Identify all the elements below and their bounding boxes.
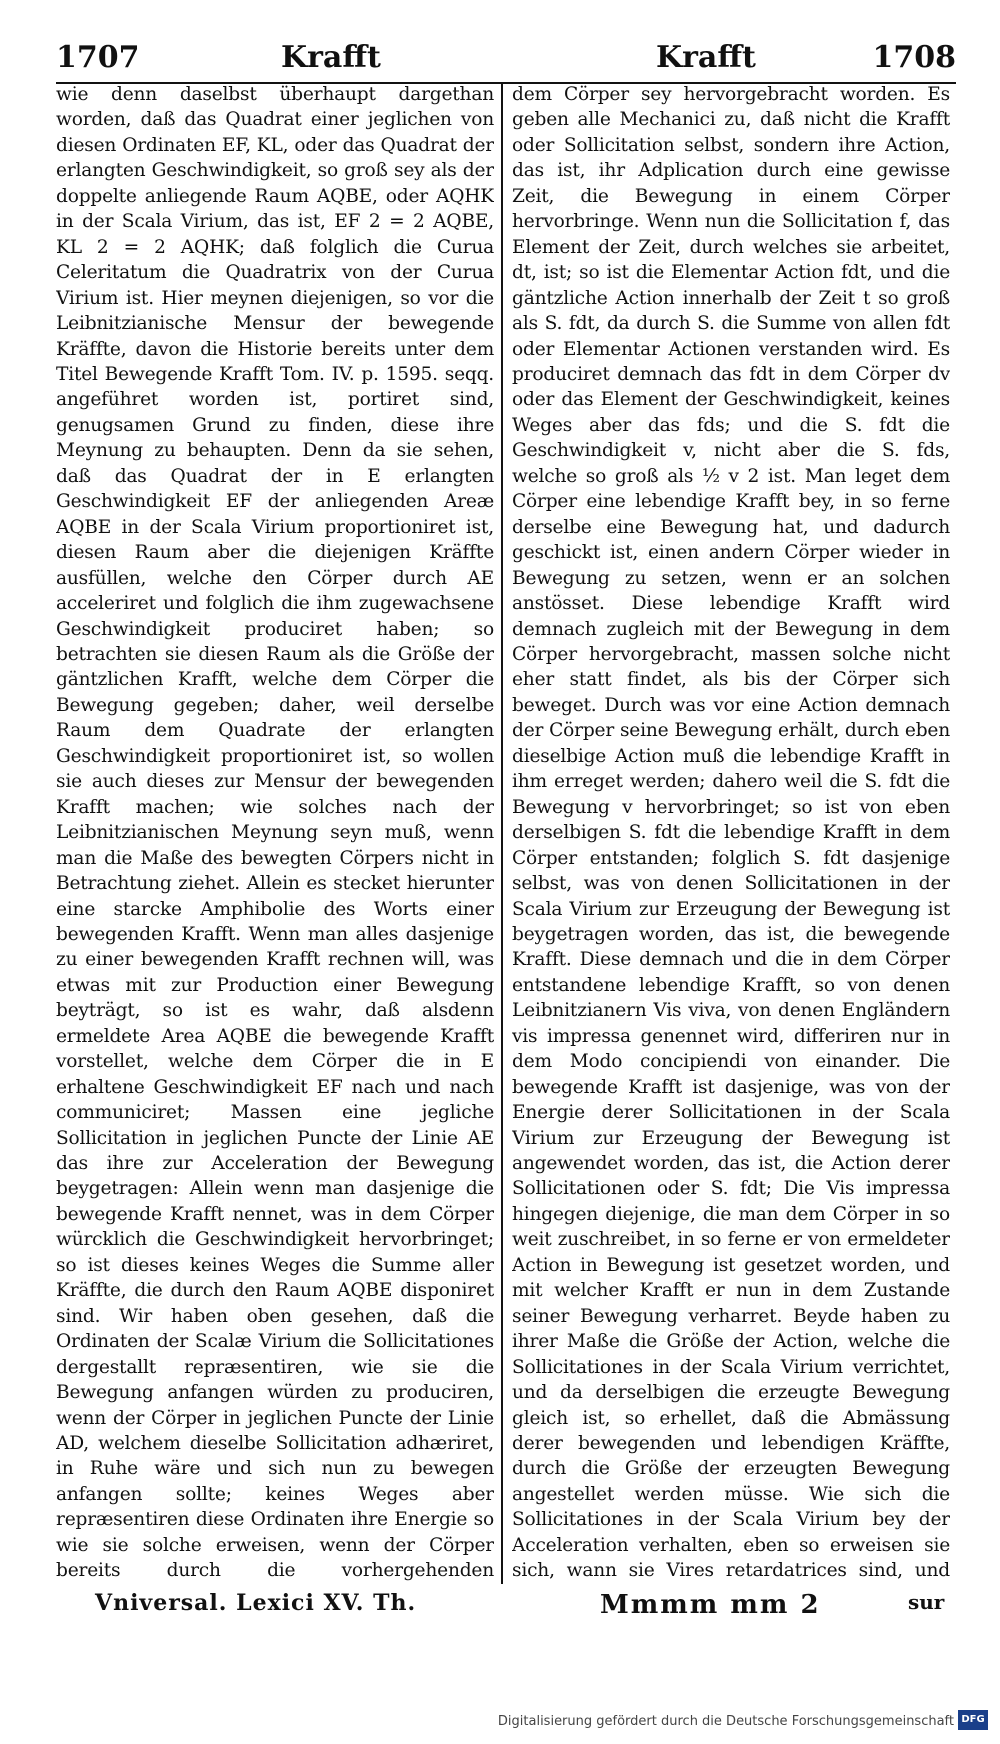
page-number-right: 1708 — [872, 40, 956, 75]
footer-catchword: sur — [908, 1590, 945, 1614]
right-column-text: dem Cörper sey hervorgebracht worden. Es geben alle Mechanici zu, daß nicht die Krafft oder Sollicitation selbst, sondern ihre Action, das ist, ihr Adplication durch eine gewisse Zeit, die Bewegung in einem Cörper hervorbringe. Wenn nun die Sollicitation f, das Element der Zeit, durch welches sie arbeitet, dt, ist; so ist die Elementar Action fdt, und die gäntzliche Action innerhalb der Zeit t so groß als S. fdt, da durch S. die Summe von allen fdt oder Elementar Actionen verstanden wird. Es produciret demnach das fdt in dem Cörper dv oder das Element der Geschwindigkeit, keines Weges aber das fds; und die S. fdt die Geschwindigkeit v, nicht aber die S. fds, welche so groß als ½ v 2 ist. Man leget dem Cörper eine lebendige Krafft bey, in so ferne derselbe eine Bewegung hat, und dadurch geschickt ist, einen andern Cörper wieder in Bewegung zu setzen, wenn er an solchen anstösset. Diese lebendige Krafft wird demnach zugleich mit der Bewegung in dem Cörper hervorgebracht, massen solche nicht eher statt findet, als bis der Cörper sich beweget. Durch was vor eine Action demnach der Cörper seine Bewegung erhält, durch eben dieselbige Action muß die lebendige Krafft in ihm erreget werden; dahero weil die S. fdt die Bewegung v hervorbringet; so ist von eben derselbigen S. fdt die lebendige Krafft in dem Cörper entstanden; folglich S. fdt dasjenige selbst, was von denen Sollicitationen in der Scala Virium zur Erzeugung der Bewegung ist beygetragen worden, das ist, die bewegende Krafft. Diese demnach und die in dem Cörper entstandene lebendige Krafft, so von denen Leibnitzianern Vis viva, von denen Engländern vis impressa genennet wird, differiren nur in dem Modo concipiendi von einander. Die bewegende Krafft ist dasjenige, was von der Energie derer Sollicitationen in der Scala Virium zur Erzeugung der Bewegung ist angewendet worden, das ist, die Action derer Sollicitationen oder S. fdt; Die Vis impressa hingegen diejenige, die man dem Cörper in so weit zuschreibet, in so ferne er von ermeldeter Action in Bewegung ist gesetzet worden, und mit welcher Krafft er nun in dem Zustande seiner Bewegung verharret. Beyde haben zu ihrer Maße die Größe der Action, welche die Sollicitationes in der Scala Virium verrichtet, und da derselbigen die erzeugte Bewegung gleich ist, so erhellet, daß die Abmässung derer bewegenden und lebendigen Kräffte, durch die Größe der erzeugten Bewegung angestellet werden müsse. Wie sich die Sollicitationes in der Scala Virium bey der Acceleration verhalten, eben so erweisen sie sich, wann sie Vires retardatrices sind, und — [512, 84, 950, 1582]
running-title-left: Krafft — [281, 40, 381, 75]
digitization-note: Digitalisierung gefördert durch die Deutsche Forschungsgemeinschaft — [497, 1714, 954, 1729]
page-header — [56, 38, 956, 78]
right-column — [512, 82, 950, 1584]
footer-signature: Vniversal. Lexici XV. Th. — [95, 1590, 417, 1616]
left-column-text: wie denn daselbst überhaupt dargethan worden, daß das Quadrat einer jeglichen von diesen Ordinaten EF, KL, oder das Quadrat der erlangten Geschwindigkeit, so groß sey als der doppelte anliegende Raum AQBE, oder AQHK in der Scala Virium, das ist, EF 2 = 2 AQBE, KL 2 = 2 AQHK; daß folglich die Curua Celeritatum die Quadratrix von der Curua Virium ist. Hier meynen diejenigen, so vor die Leibnitzianische Mensur der bewegende Kräffte, davon die Historie bereits unter dem Titel Bewegende Krafft Tom. IV. p. 1595. seqq. angeführet worden ist, portiret sind, genugsamen Grund zu finden, diese ihre Meynung zu behaupten. Denn da sie sehen, daß das Quadrat der in E erlangten Geschwindigkeit EF der anliegenden Areæ AQBE in der Scala Virium proportioniret ist, diesen Raum aber die diejenigen Kräffte ausfüllen, welche den Cörper durch AE acceleriret und folglich die ihm zugewachsene Geschwindigkeit produciret haben; so betrachten sie diesen Raum als die Größe der gäntzlichen Krafft, welche dem Cörper die Bewegung gegeben; daher, weil derselbe Raum dem Quadrate der erlangten Geschwindigkeit proportioniret ist, so wollen sie auch dieses zur Mensur der bewegenden Krafft machen; wie solches nach der Leibnitzianischen Meynung seyn muß, wenn man die Maße des bewegten Cörpers nicht in Betrachtung ziehet. Allein es stecket hierunter eine starcke Amphibolie des Worts einer bewegenden Krafft. Wenn man alles dasjenige zu einer bewegenden Krafft rechnen will, was etwas mit zur Production einer Bewegung beyträgt, so ist es wahr, daß alsdenn ermeldete Area AQBE die bewegende Krafft vorstellet, welche dem Cörper die in E erhaltene Geschwindigkeit EF nach und nach communiciret; Massen eine jegliche Sollicitation in jeglichen Puncte der Linie AE das ihre zur Acceleration der Bewegung beygetragen: Allein wenn man dasjenige die bewegende Krafft nennet, was in dem Cörper würcklich die Geschwindigkeit hervorbringet; so ist dieses keines Weges die Summe aller Kräffte, die durch den Raum AQBE disponiret sind. Wir haben oben gesehen, daß die Ordinaten der Scalæ Virium die Sollicitationes dergestallt repræsentiren, wie sie die Bewegung anfangen würden zu produciren, wenn der Cörper in jeglichen Puncte der Linie AD, welchem dieselbe Sollicitation adhæriret, in Ruhe wäre und sich nun zu bewegen anfangen sollte; keines Weges aber repræsentiren diese Ordinaten ihre Energie so wie sie solche erweisen, wenn der Cörper bereits durch die vorhergehenden — [56, 84, 494, 1582]
running-title-right: Krafft — [656, 40, 756, 75]
column-divider — [501, 82, 503, 1584]
dfg-logo-icon: DFG — [958, 1710, 988, 1730]
footer-sheet-mark: Mmmm mm 2 — [600, 1590, 821, 1620]
page-number-left: 1707 — [56, 40, 140, 75]
left-column — [56, 82, 494, 1584]
